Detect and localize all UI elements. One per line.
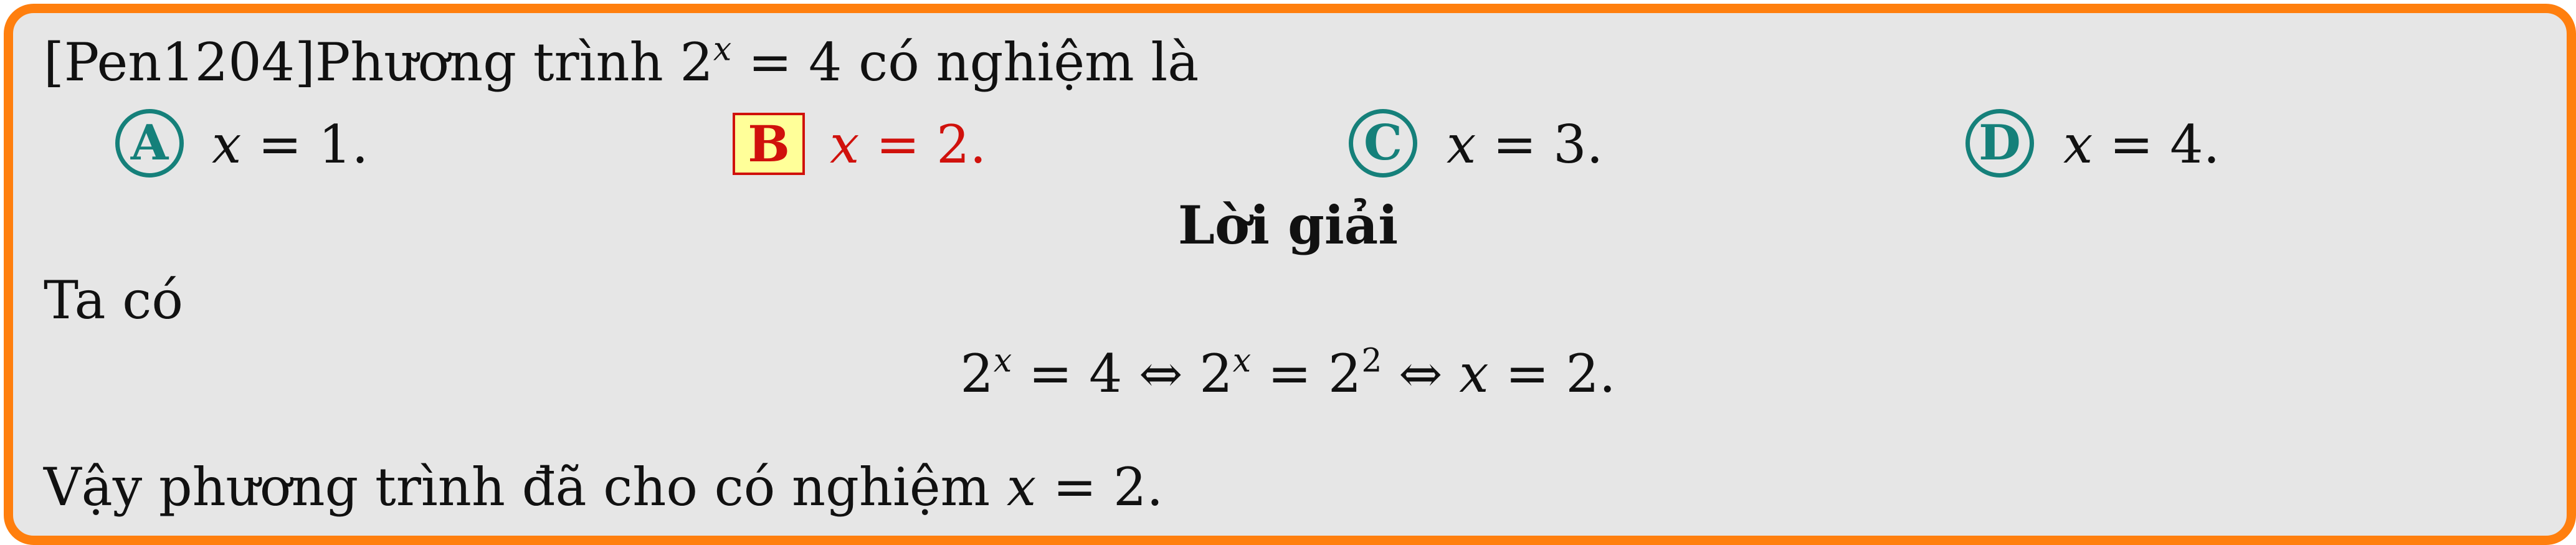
option-d-marker[interactable]: D xyxy=(1965,109,2034,178)
option-d-text[interactable] xyxy=(2063,114,2220,175)
question-eq-base: 2 xyxy=(680,32,713,93)
option-c-value: = 3. xyxy=(1476,114,1604,175)
solution-intro: Ta có xyxy=(44,270,183,331)
option-a-text[interactable] xyxy=(212,114,369,175)
option-c-var: x xyxy=(1447,114,1476,175)
question-tag: [Pen1204] xyxy=(44,32,315,93)
solution-formula: $2^x = 4$ ⇔ $2^x = 2^2$ ⇔ x = 2. xyxy=(960,342,1616,404)
question-text-end: có nghiệm là xyxy=(842,32,1199,93)
option-a-value: = 1. xyxy=(241,114,369,175)
option-c-marker[interactable]: C xyxy=(1349,109,1417,178)
option-b-text[interactable] xyxy=(830,114,987,175)
option-a-var: x xyxy=(212,114,242,175)
option-c-text[interactable] xyxy=(1447,114,1604,175)
question-stem xyxy=(44,31,1199,93)
option-b-value: = 2. xyxy=(859,114,987,175)
solution-heading: Lời giải xyxy=(1177,194,1399,256)
question-eq-exponent: x xyxy=(713,31,732,69)
option-b-var: x xyxy=(830,114,860,175)
question-text-start: Phương trình xyxy=(315,32,680,93)
option-d-var: x xyxy=(2063,114,2093,175)
question-eq-rest: = 4 xyxy=(731,32,842,93)
option-d-value: = 4. xyxy=(2093,114,2220,175)
option-a-marker[interactable]: A xyxy=(115,109,184,178)
option-b-marker-correct[interactable]: B xyxy=(733,113,805,175)
solution-conclusion: Vậy phương trình đã cho có nghiệm x = 2. xyxy=(44,457,1164,518)
